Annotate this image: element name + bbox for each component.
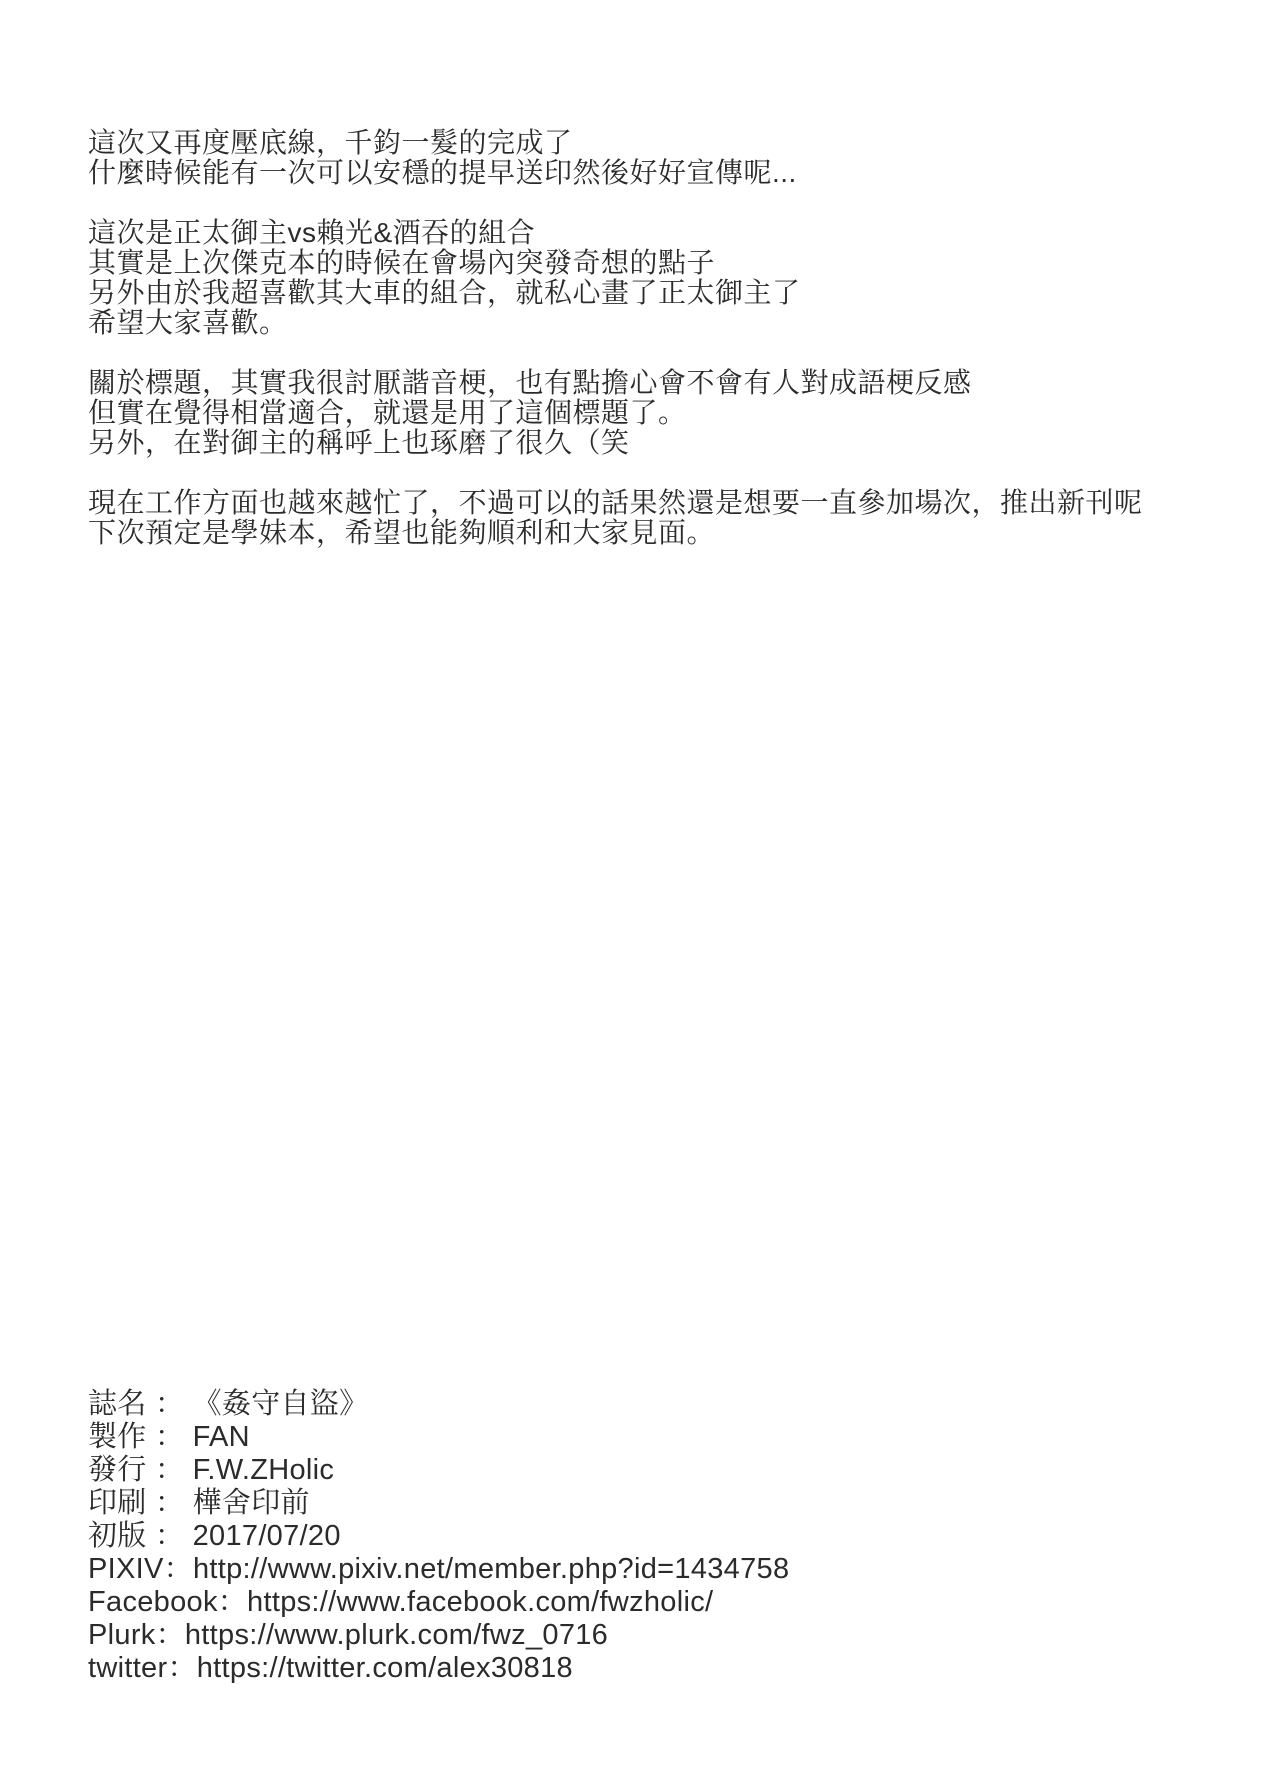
afterword-line: 下次預定是學妹本，希望也能夠順利和大家見面。 <box>88 517 716 548</box>
colophon-line-publisher: 發行 ： F.W.ZHolic <box>88 1454 335 1486</box>
colophon-line-twitter-url: twitter：https://twitter.com/alex30818 <box>88 1652 573 1684</box>
afterword-paragraph-2 <box>88 218 1228 338</box>
afterword-line: 另外由於我超喜歡其大車的組合，就私心畫了正太御主了 <box>88 277 801 308</box>
afterword-line: 另外，在對御主的稱呼上也琢磨了很久（笑 <box>88 427 630 458</box>
afterword-line: 但實在覺得相當適合，就還是用了這個標題了。 <box>88 397 687 428</box>
colophon-line-title: 誌名 ： 《姦守自盜》 <box>88 1388 369 1420</box>
afterword-line: 其實是上次傑克本的時候在會場內突發奇想的點子 <box>88 247 716 278</box>
colophon-line-pixiv-url: PIXIV：http://www.pixiv.net/member.php?id=1434758 <box>88 1553 790 1585</box>
colophon <box>88 1388 1228 1685</box>
colophon-line-facebook-url: Facebook：https://www.facebook.com/fwzholic/ <box>88 1586 714 1618</box>
afterword-text <box>88 128 1228 578</box>
colophon-line-production: 製作 ： FAN <box>88 1421 250 1453</box>
colophon-line-printer: 印刷 ： 樺舍印前 <box>88 1487 310 1519</box>
afterword-paragraph-3 <box>88 368 1228 458</box>
colophon-line-plurk-url: Plurk：https://www.plurk.com/fwz_0716 <box>88 1619 609 1651</box>
afterword-line: 這次又再度壓底線，千鈞一髮的完成了 <box>88 127 573 158</box>
afterword-line: 希望大家喜歡。 <box>88 307 288 338</box>
afterword-line: 什麼時候能有一次可以安穩的提早送印然後好好宣傳呢... <box>88 157 797 188</box>
afterword-line: 現在工作方面也越來越忙了，不過可以的話果然還是想要一直參加場次，推出新刊呢 <box>88 487 1143 518</box>
colophon-line-first-edition: 初版 ： 2017/07/20 <box>88 1520 341 1552</box>
afterword-paragraph-1 <box>88 128 1228 188</box>
afterword-line: 這次是正太御主vs賴光&酒吞的組合 <box>88 217 536 248</box>
afterword-paragraph-4 <box>88 488 1228 548</box>
afterword-line: 關於標題，其實我很討厭諧音梗，也有點擔心會不會有人對成語梗反感 <box>88 367 972 398</box>
